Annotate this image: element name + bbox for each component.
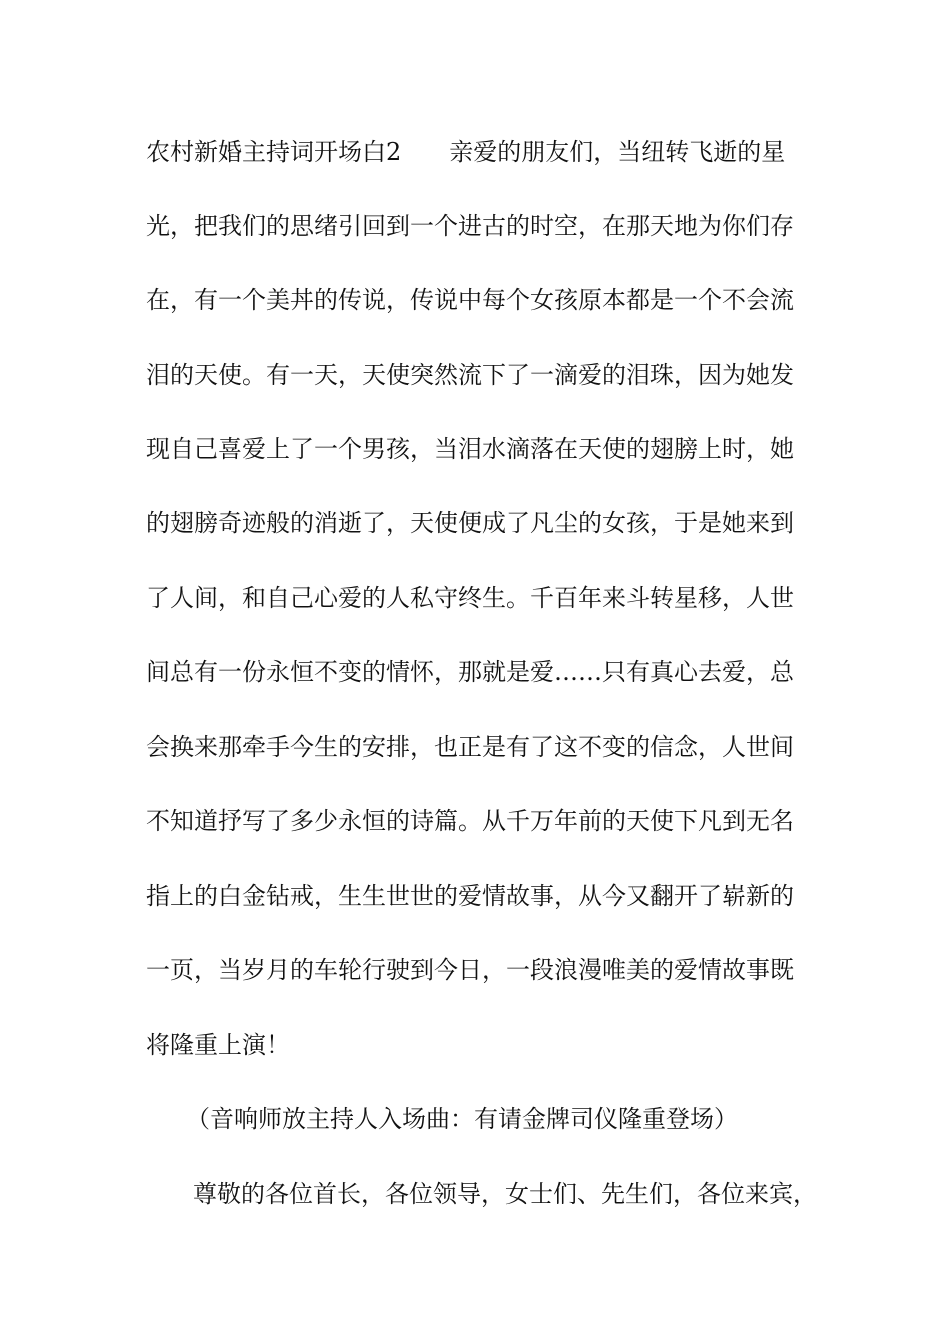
text-line: 了人间，和自己心爱的人私守终生。千百年来斗转星移，人世 [146,584,794,612]
text-line: 指上的白金钻戒，生生世世的爱情故事，从今又翻开了崭新的 [146,882,794,910]
text-line: 的翅膀奇迹般的消逝了，天使便成了凡尘的女孩，于是她来到 [146,509,794,537]
text-line: 光，把我们的思绪引回到一个进古的时空，在那天地为你们存 [146,212,794,240]
text-line: 泪的天使。有一天，天使突然流下了一滴爱的泪珠，因为她发 [146,361,794,389]
text-line: 间总有一份永恒不变的情怀，那就是爱……只有真心去爱，总 [146,658,794,686]
text-line: 将隆重上演！ [146,1031,290,1059]
text-line: 尊敬的各位首长，各位领导，女士们、先生们，各位来宾， [193,1180,817,1208]
text-line: 现自己喜爱上了一个男孩，当泪水滴落在天使的翅膀上时，她 [146,435,794,463]
text-line: 会换来那牵手今生的安排，也正是有了这不变的信念，人世间 [146,733,794,761]
text-line: 农村新婚主持词开场白2 亲爱的朋友们，当纽转飞逝的星 [146,138,786,166]
text-line: 在，有一个美丼的传说，传说中每个女孩原本都是一个不会流 [146,286,794,314]
text-line: 一页，当岁月的车轮行驶到今日，一段浪漫唯美的爱情故事既 [146,956,794,984]
text-line: 不知道抒写了多少永恒的诗篇。从千万年前的天使下凡到无名 [146,807,794,835]
stage-direction: （音响师放主持人入场曲：有请金牌司仪隆重登场） [186,1105,738,1133]
